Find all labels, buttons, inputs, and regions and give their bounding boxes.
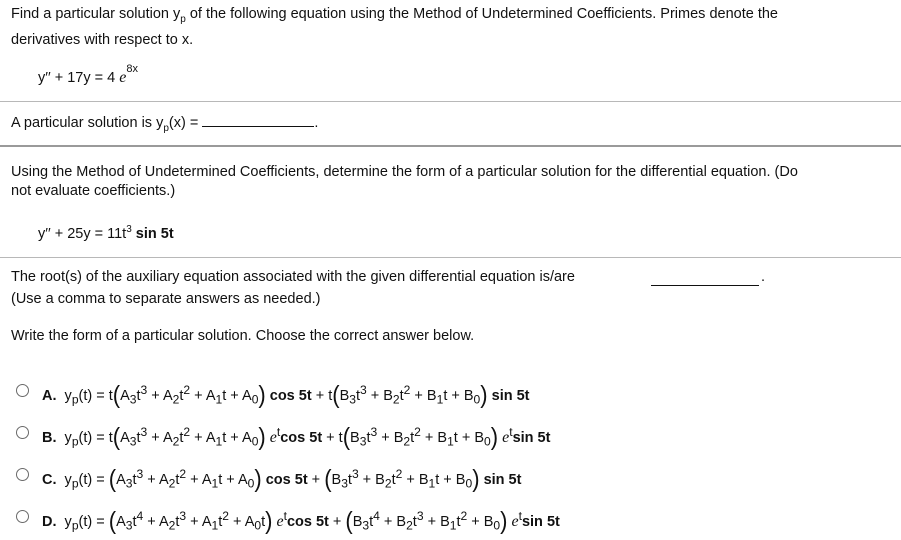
- problem2-equation: $y'' + 25y = 11t^3$ sin 5t: [38, 224, 174, 242]
- option-b-radio[interactable]: [16, 426, 29, 439]
- problem1-instruction-line2: derivatives with respect to x.: [11, 32, 194, 48]
- option-a-text: A. $y_p(t) = t(A_3t^3 + A_2t^2 + A_1t + A_0)$ $\cos 5t + t(B_3t^3 + B_2t^2 + B_1t + B_0)$ sin 5t: [42, 379, 530, 409]
- option-c-radio[interactable]: [16, 468, 29, 481]
- problem2-instruction-line2: not evaluate coefficients.): [11, 183, 176, 199]
- problem1-equation: y′′ + 17y = 4 $e^{8x}$: [38, 63, 138, 86]
- form-prompt: Write the form of a particular solution. Choose the correct answer below.: [11, 328, 475, 344]
- divider: [0, 101, 901, 102]
- problem1-answer-row: A particular solution is $y_p(x)$ = .: [11, 112, 318, 139]
- roots-input[interactable]: [651, 271, 759, 286]
- option-c-text: C. $y_p(t) = (A_3t^3 + A_2t^2 + A_1t + A_0)$ $\cos 5t + (B_3t^3 + B_2t^2 + B_1t + B_0)$ sin 5t: [42, 463, 522, 493]
- roots-prompt: The root(s) of the auxiliary equation associated with the given differential equation is/are: [11, 269, 575, 285]
- divider: [0, 257, 901, 258]
- problem2-instruction-line1: Using the Method of Undetermined Coefficients, determine the form of a particular solution for the differential equation. (Do: [11, 164, 798, 180]
- option-d-radio[interactable]: [16, 510, 29, 523]
- option-d-text: D. $y_p(t) = (A_3t^4 + A_2t^3 + A_1t^2 + A_0t)$ $e^t\cos$ $5t + (B_3t^4 + B_2t^3 + B_1t^2 + B_0)$ $e^t\sin$ 5t: [42, 505, 560, 535]
- option-b-text: B. $y_p(t) = t(A_3t^3 + A_2t^2 + A_1t + A_0)$ $e^t\cos$ $5t + t(B_3t^3 + B_2t^2 + B_1t + B_0)$ $e^t\sin$ 5t: [42, 421, 551, 451]
- particular-solution-input[interactable]: [202, 112, 314, 127]
- roots-period: .: [761, 269, 766, 285]
- problem1-instruction-line1: Find a particular solution $y_p$ of the following equation using the Method of Undetermined Coefficients. Primes denote the: [11, 6, 778, 25]
- option-a-radio[interactable]: [16, 384, 29, 397]
- section-divider: [0, 145, 901, 147]
- roots-hint: (Use a comma to separate answers as needed.): [11, 291, 321, 307]
